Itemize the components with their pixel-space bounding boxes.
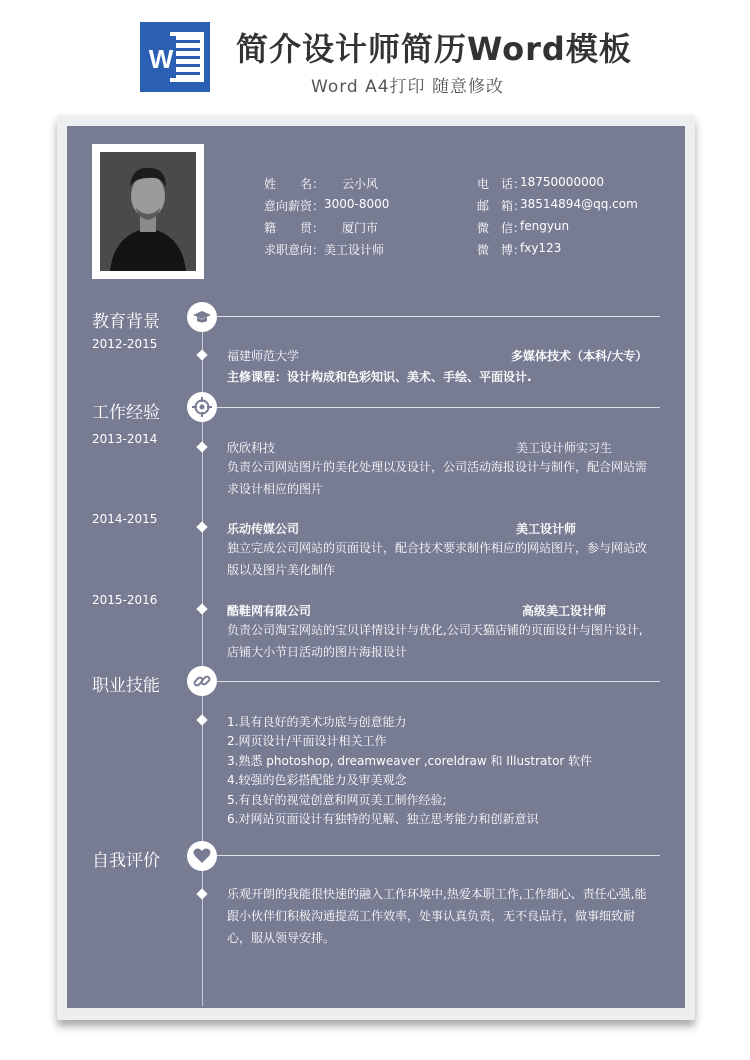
word-logo-letter: W bbox=[148, 44, 174, 74]
education-divider bbox=[217, 316, 660, 317]
link-icon bbox=[192, 671, 212, 691]
avatar bbox=[100, 152, 196, 271]
weibo-value: fxy123 bbox=[520, 241, 562, 255]
education-date: 2012-2015 bbox=[92, 337, 158, 351]
education-courses: 主修课程：设计构成和色彩知识、美术、手绘、平面设计. bbox=[227, 370, 532, 384]
resume-card bbox=[67, 126, 685, 1008]
timeline-diamond bbox=[196, 714, 207, 725]
name-value: 云小风 bbox=[342, 177, 379, 191]
page-subtitle: Word A4打印 随意修改 bbox=[311, 77, 504, 97]
work-divider bbox=[217, 407, 660, 408]
skill-item: 2.网页设计/平面设计相关工作 bbox=[227, 734, 387, 748]
salary-value: 3000-8000 bbox=[324, 197, 390, 211]
heart-icon bbox=[192, 846, 212, 866]
wechat-value: fengyun bbox=[520, 219, 570, 233]
skills-title: 职业技能 bbox=[92, 676, 160, 696]
header bbox=[0, 0, 750, 112]
phone-value: 18750000000 bbox=[520, 175, 604, 189]
work-3-desc: 负责公司淘宝网站的宝贝详情设计与优化,公司天猫店铺的页面设计与图片设计,店铺大小节日活动的图片海报设计 bbox=[227, 623, 643, 659]
weibo-label: 微 博： bbox=[477, 243, 526, 257]
origin-label: 籍 贯： bbox=[264, 221, 325, 235]
intent-label: 求职意向： bbox=[264, 243, 325, 257]
email-label: 邮 箱： bbox=[477, 199, 526, 213]
work-2-role: 美工设计师 bbox=[516, 522, 577, 536]
self-text: 乐观开朗的我能很快速的融入工作环境中,热爱本职工作,工作细心、责任心强,能跟小伙伴们积极沟通提高工作效率，处事认真负责，无不良品行，做事细致耐心，服从领导安排。 bbox=[227, 887, 647, 945]
work-3-date: 2015-2016 bbox=[92, 593, 158, 607]
self-divider bbox=[217, 855, 660, 856]
self-title: 自我评价 bbox=[92, 851, 160, 871]
education-major: 多媒体技术（本科/大专） bbox=[511, 349, 648, 363]
intent-value: 美工设计师 bbox=[324, 243, 385, 257]
wechat-label: 微 信： bbox=[477, 221, 526, 235]
work-badge bbox=[187, 392, 217, 422]
salary-label: 意向薪资： bbox=[264, 199, 325, 213]
skill-item: 1.具有良好的美术功底与创意能力 bbox=[227, 715, 407, 729]
work-2-company: 乐动传媒公司 bbox=[227, 522, 300, 536]
timeline-diamond bbox=[196, 888, 207, 899]
target-icon bbox=[192, 397, 212, 417]
word-logo-icon bbox=[140, 22, 210, 92]
self-badge bbox=[187, 841, 217, 871]
skill-item: 6.对网站页面设计有独特的见解、独立思考能力和创新意识 bbox=[227, 812, 539, 826]
work-title: 工作经验 bbox=[92, 403, 160, 423]
email-value: 38514894@qq.com bbox=[520, 197, 638, 211]
work-1-desc: 负责公司网站图片的美化处理以及设计，公司活动海报设计与制作，配合网站需求设计相应的图片 bbox=[227, 460, 648, 496]
graduation-cap-icon bbox=[192, 307, 212, 327]
education-school: 福建师范大学 bbox=[227, 349, 300, 363]
work-1-date: 2013-2014 bbox=[92, 432, 158, 446]
education-title: 教育背景 bbox=[92, 312, 160, 332]
skill-item: 4.较强的色彩搭配能力及审美观念 bbox=[227, 773, 407, 787]
timeline-diamond bbox=[196, 349, 207, 360]
work-2-date: 2014-2015 bbox=[92, 512, 158, 526]
timeline-diamond bbox=[196, 603, 207, 614]
name-label: 姓 名： bbox=[264, 177, 325, 191]
skill-item: 3.熟悉 photoshop, dreamweaver ,coreldraw 和 Illustrator 软件 bbox=[227, 754, 593, 768]
photo-frame bbox=[92, 144, 204, 279]
skills-badge bbox=[187, 666, 217, 696]
work-1-role: 美工设计师实习生 bbox=[516, 441, 613, 455]
phone-label: 电 话： bbox=[477, 177, 526, 191]
work-1-company: 欣欣科技 bbox=[227, 441, 276, 455]
page-title: 简介设计师简历Word模板 bbox=[236, 30, 632, 68]
timeline-diamond bbox=[196, 441, 207, 452]
skill-item: 5.有良好的视觉创意和网页美工制作经验; bbox=[227, 793, 447, 807]
skills-divider bbox=[217, 681, 660, 682]
work-3-company: 酷鞋网有限公司 bbox=[227, 604, 312, 618]
timeline-diamond bbox=[196, 521, 207, 532]
work-2-desc: 独立完成公司网站的页面设计，配合技术要求制作相应的网站图片，参与网站改版以及图片美化制作 bbox=[227, 541, 648, 577]
education-badge bbox=[187, 302, 217, 332]
work-3-role: 高级美工设计师 bbox=[522, 604, 607, 618]
origin-value: 厦门市 bbox=[342, 221, 379, 235]
